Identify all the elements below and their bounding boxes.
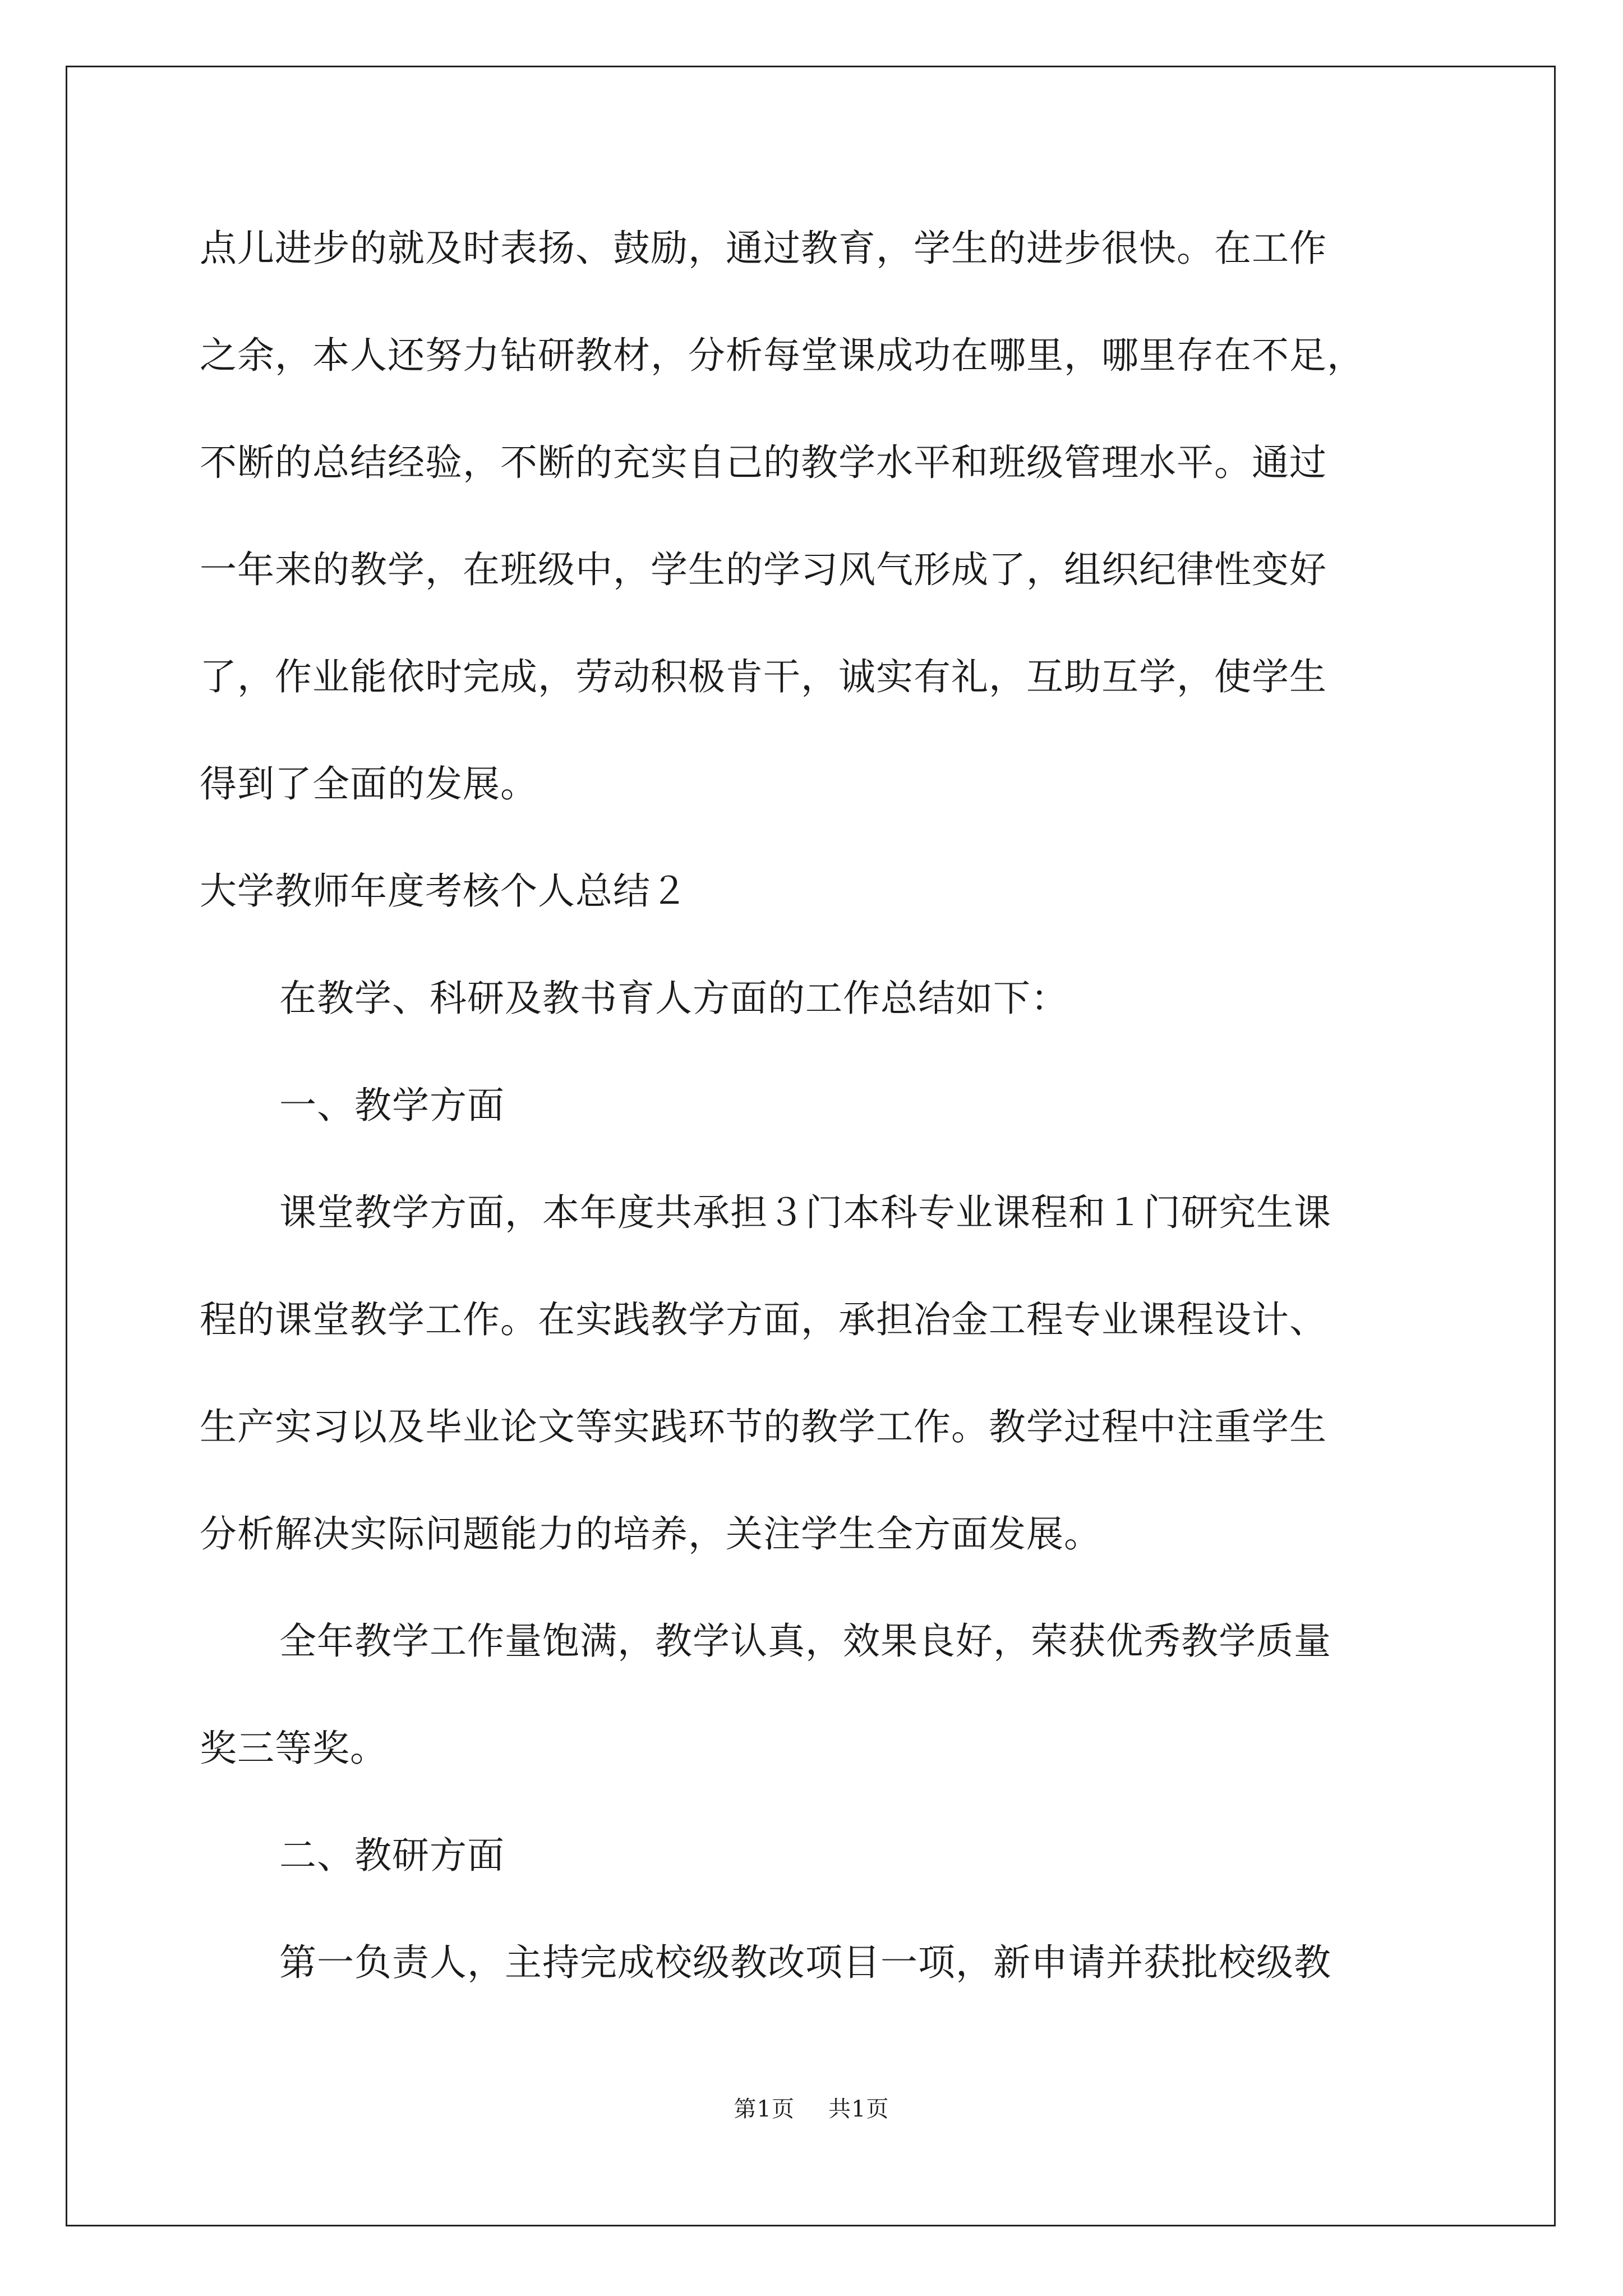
body-line: 课堂教学方面，本年度共承担３门本科专业课程和１门研究生课 [279, 1191, 1331, 1234]
body-line: 分析解决实际问题能力的培养，关注学生全方面发展。 [200, 1512, 1101, 1556]
body-line: 生产实习以及毕业论文等实践环节的教学工作。教学过程中注重学生 [200, 1405, 1327, 1448]
subsection-heading: 一、教学方面 [279, 1084, 505, 1127]
body-line: 得到了全面的发展。 [200, 762, 538, 806]
body-line: 之余，本人还努力钻研教材，分析每堂课成功在哪里，哪里存在不足， [200, 334, 1364, 377]
body-line: 在教学、科研及教书育人方面的工作总结如下： [279, 977, 1068, 1020]
body-line: 程的课堂教学工作。在实践教学方面，承担冶金工程专业课程设计、 [200, 1298, 1327, 1341]
page-footer [0, 2092, 1623, 2126]
page-number-total: 共1页 [828, 2096, 889, 2122]
body-line: 奖三等奖。 [200, 1727, 388, 1770]
section-title: 大学教师年度考核个人总结２ [200, 869, 688, 913]
body-line: 第一负责人，主持完成校级教改项目一项，新申请并获批校级教 [279, 1941, 1331, 1984]
body-line: 了，作业能依时完成，劳动积极肯干，诚实有礼，互助互学，使学生 [200, 655, 1327, 698]
body-line: 不断的总结经验，不断的充实自己的教学水平和班级管理水平。通过 [200, 441, 1327, 484]
document-body [200, 206, 1433, 2028]
body-line: 点儿进步的就及时表扬、鼓励，通过教育，学生的进步很快。在工作 [200, 227, 1327, 270]
body-line: 一年来的教学，在班级中，学生的学习风气形成了，组织纪律性变好 [200, 548, 1327, 591]
body-line: 全年教学工作量饱满，教学认真，效果良好，荣获优秀教学质量 [279, 1619, 1331, 1663]
subsection-heading: 二、教研方面 [279, 1834, 505, 1877]
page-number-current: 第1页 [734, 2096, 795, 2122]
